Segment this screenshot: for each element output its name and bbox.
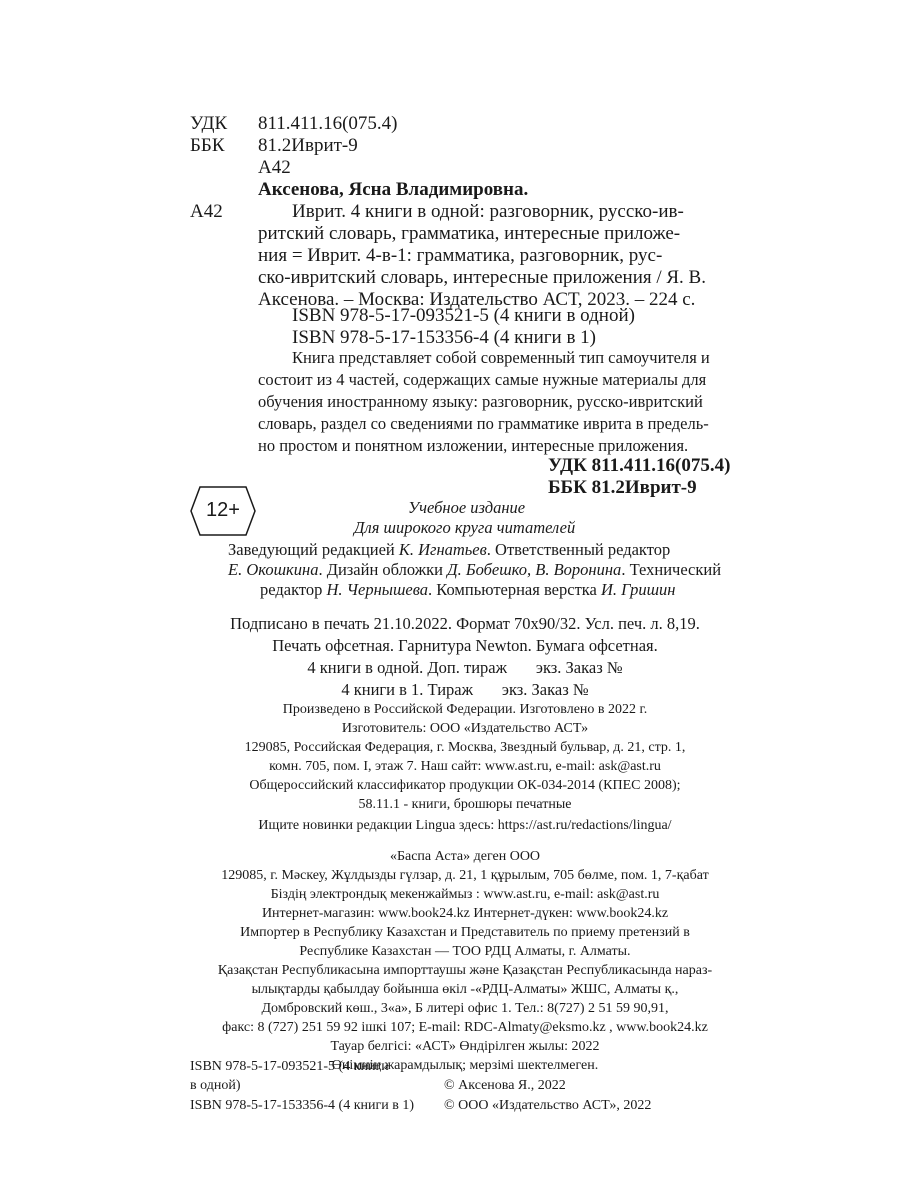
kazakh-line: Домбровский көш., 3«а», Б литері офис 1. Тел.: 8(727) 2 51 59 90,91, — [261, 1001, 669, 1016]
kazakh-line: Тауар белгісі: «АСТ» Өндірілген жылы: 2022 — [330, 1039, 600, 1054]
credits-name: К. Игнатьев — [398, 540, 487, 559]
copyright-publisher: © ООО «Издательство АСТ», 2022 — [444, 1098, 652, 1113]
record-line: Иврит. 4 книги в одной: разговорник, русско-ив- — [292, 201, 684, 222]
kazakh-info — [150, 847, 780, 1075]
left-author-mark: А42 — [190, 201, 223, 222]
bbk-value: 81.2Иврит-9 — [258, 135, 358, 156]
description-line: состоит из 4 частей, содержащих самые нужные материалы для — [258, 370, 707, 389]
kazakh-line: Интернет-магазин: www.book24.kz Интернет-дүкен: www.book24.kz — [261, 906, 669, 921]
copyright-author: © Аксенова Я., 2022 — [444, 1078, 566, 1093]
kazakh-line: Импортер в Республику Казахстан и Представитель по приему претензий в — [240, 925, 690, 940]
description — [258, 347, 710, 457]
print-info-line: Печать офсетная. Гарнитура Newton. Бумага офсетная. — [272, 636, 658, 655]
record-line: ско-ивритский словарь, интересные приложения / Я. В. — [258, 267, 706, 288]
age-rating-text: 12+ — [206, 499, 240, 521]
record-line: Аксенова. – Москва: Издательство АСТ, 2023. – 224 с. — [258, 289, 696, 310]
producer-line: комн. 705, пом. I, этаж 7. Наш сайт: www.ast.ru, e-mail: ask@ast.ru — [269, 759, 661, 774]
isbn-record-2: ISBN 978-5-17-153356-4 (4 книги в 1) — [292, 327, 596, 348]
kazakh-line: «Баспа Аста» деген ООО — [389, 849, 541, 864]
credits-name: Д. Бобешко, В. Воронина — [447, 560, 622, 579]
footer-isbn-2: ISBN 978-5-17-153356-4 (4 книги в 1) — [190, 1098, 414, 1113]
footer-isbn-1: ISBN 978-5-17-093521-5 (4 книги — [190, 1059, 389, 1074]
kazakh-line: Қазақстан Республикасына импорттаушы және Қазақстан Республикасында нараз- — [217, 963, 713, 978]
classification-udk: УДК 811.411.16(075.4) — [548, 455, 731, 476]
okp-line: 58.11.1 - книги, брошюры печатные — [358, 797, 572, 812]
credits-text: . Компьютерная верстка — [428, 580, 601, 599]
credits-line-1 — [228, 539, 670, 561]
producer-line: 129085, Российская Федерация, г. Москва, Звездный бульвар, д. 21, стр. 1, — [244, 740, 686, 755]
isbn-record-1: ISBN 978-5-17-093521-5 (4 книги в одной) — [292, 305, 635, 326]
description-line: обучения иностранному языку: разговорник, русско-ивритский — [258, 392, 703, 411]
credits-text: . Ответственный редактор — [486, 540, 671, 559]
producer-line: Произведено в Российской Федерации. Изготовлено в 2022 г. — [282, 702, 648, 717]
description-line: Книга представляет собой современный тип самоучителя и — [292, 348, 710, 367]
classification-bbk: ББК 81.2Иврит-9 — [548, 477, 697, 498]
producer-info — [150, 700, 780, 776]
credits-line-2 — [228, 559, 721, 581]
lingua-link-text: Ищите новинки редакции Lingua здесь: https://ast.ru/redactions/lingua/ — [258, 818, 672, 833]
credits-line-3 — [260, 579, 675, 601]
kazakh-line: ылықтарды қабылдау бойынша өкіл -«РДЦ-Алматы» ЖШС, Алматы қ., — [251, 982, 679, 997]
edition-audience: Для широкого круга читателей — [354, 518, 576, 537]
credits-name: И. Гришин — [601, 580, 676, 599]
udk-value: 811.411.16(075.4) — [258, 113, 398, 134]
kazakh-line: Өнімнің жарамдылық; мерзімі шектелмеген. — [331, 1058, 599, 1073]
author-name: Аксенова, Ясна Владимировна. — [258, 179, 529, 200]
udk-label: УДК — [190, 113, 228, 134]
okp-info — [150, 776, 780, 814]
record-line: ния = Иврит. 4-в-1: грамматика, разговорник, рус- — [258, 245, 663, 266]
producer-line: Изготовитель: ООО «Издательство АСТ» — [341, 721, 589, 736]
credits-text: Заведующий редакцией — [228, 540, 399, 559]
credits-text: редактор — [260, 580, 327, 599]
author-mark: А42 — [258, 157, 291, 178]
credits-text: . Дизайн обложки — [318, 560, 448, 579]
footer-isbn-1-cont: в одной) — [190, 1078, 241, 1093]
description-line: но простом и понятном изложении, интересные приложения. — [258, 436, 689, 455]
age-rating-badge — [190, 486, 256, 536]
print-info-line: Подписано в печать 21.10.2022. Формат 70х90/32. Усл. печ. л. 8,19. — [230, 614, 700, 633]
record-line: ритский словарь, грамматика, интересные приложе- — [258, 223, 681, 244]
kazakh-line: 129085, г. Мәскеу, Жұлдызды гүлзар, д. 21, 1 құрылым, 705 бөлме, пом. 1, 7-қабат — [221, 868, 709, 883]
bbk-label: ББК — [190, 135, 225, 156]
okp-line: Общероссийский классификатор продукции ОК-034-2014 (КПЕС 2008); — [249, 778, 681, 793]
kazakh-line: Біздің электрондық мекенжаймыз : www.ast.ru, e-mail: ask@ast.ru — [270, 887, 660, 902]
print-info-line: 4 книги в 1. Тираж экз. Заказ № — [341, 680, 589, 699]
credits-name: Е. Окошкина — [228, 560, 319, 579]
print-info — [150, 613, 780, 701]
print-info-line: 4 книги в одной. Доп. тираж экз. Заказ № — [307, 658, 623, 677]
edition-type: Учебное издание — [408, 498, 526, 517]
kazakh-line: Республике Казахстан — ТОО РДЦ Алматы, г. Алматы. — [299, 944, 631, 959]
bibliographic-record — [258, 201, 733, 311]
kazakh-line: факс: 8 (727) 251 59 92 ішкі 107; E-mail: RDC-Almaty@eksmo.kz , www.book24.kz — [222, 1020, 708, 1035]
description-line: словарь, раздел со сведениями по грамматике иврита в предель- — [258, 414, 709, 433]
credits-name: Н. Чернышева — [326, 580, 429, 599]
credits-text: . Технический — [621, 560, 722, 579]
